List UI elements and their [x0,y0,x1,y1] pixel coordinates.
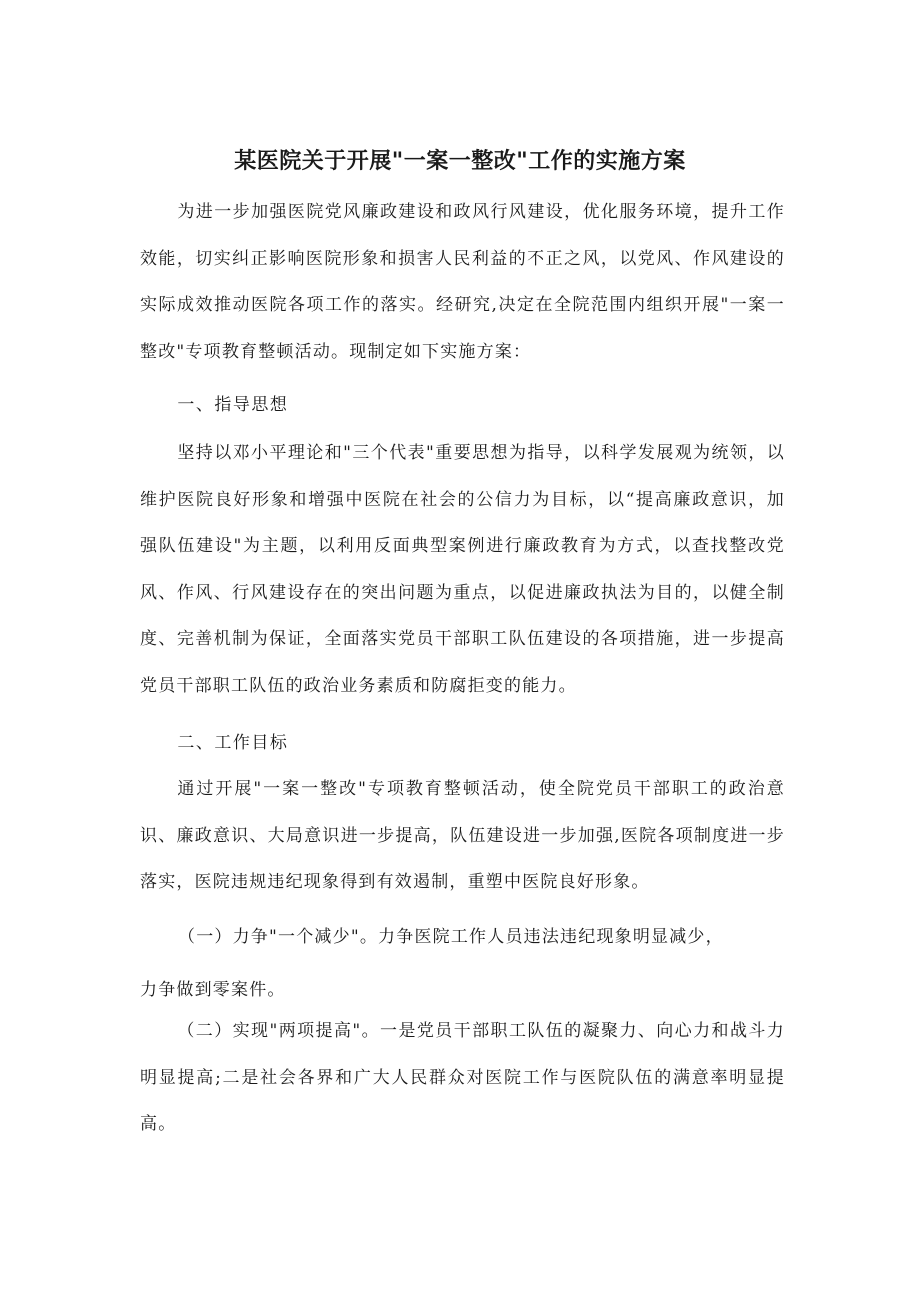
intro-paragraph: 为进一步加强医院党风廉政建设和政风行风建设，优化服务环境，提升工作效能，切实纠正影响医院形象和损害人民利益的不正之风，以党风、作风建设的实际成效推动医院各项工作的落实。经研究,决定在全院范围内组织开展"一案一整改"专项教育整顿活动。现制定如下实施方案： [140,202,785,362]
section-heading-guiding-ideology: 一、指导思想 [177,395,289,415]
work-goals-paragraph: 通过开展"一案一整改"专项教育整顿活动，使全院党员干部职工的政治意识、廉政意识、大局意识进一步提高，队伍建设进一步加强,医院各项制度进一步落实，医院违规违纪现象得到有效遏制，重塑中医院良好形象。 [140,779,785,892]
goal-item-two-paragraph: （二）实现"两项提高"。一是党员干部职工队伍的凝聚力、向心力和战斗力明显提高;二是社会各界和广大人民群众对医院工作与医院队伍的满意率明显提高。 [140,1021,785,1134]
document-title: 某医院关于开展"一案一整改"工作的实施方案 [234,149,686,174]
goal-item-one-line1: （一）力争"一个减少"。力争医院工作人员违法违纪现象明显减少， [178,927,724,947]
guiding-ideology-paragraph: 坚持以邓小平理论和"三个代表"重要思想为指导，以科学发展观为统领，以维护医院良好形象和增强中医院在社会的公信力为目标，以“提高廉政意识，加强队伍建设"为主题，以利用反面典型案例进行廉政教育为方式，以查找整改党风、作风、行风建设存在的突出问题为重点，以促进廉政执法为目的，以健全制度、完善机制为保证，全面落实党员干部职工队伍建设的各项措施，进一步提高党员干部职工队伍的政治业务素质和防腐拒变的能力。 [140,443,785,696]
goal-item-one-line2: 力争做到零案件。 [140,980,286,1000]
section-heading-work-goals: 二、工作目标 [177,733,289,753]
